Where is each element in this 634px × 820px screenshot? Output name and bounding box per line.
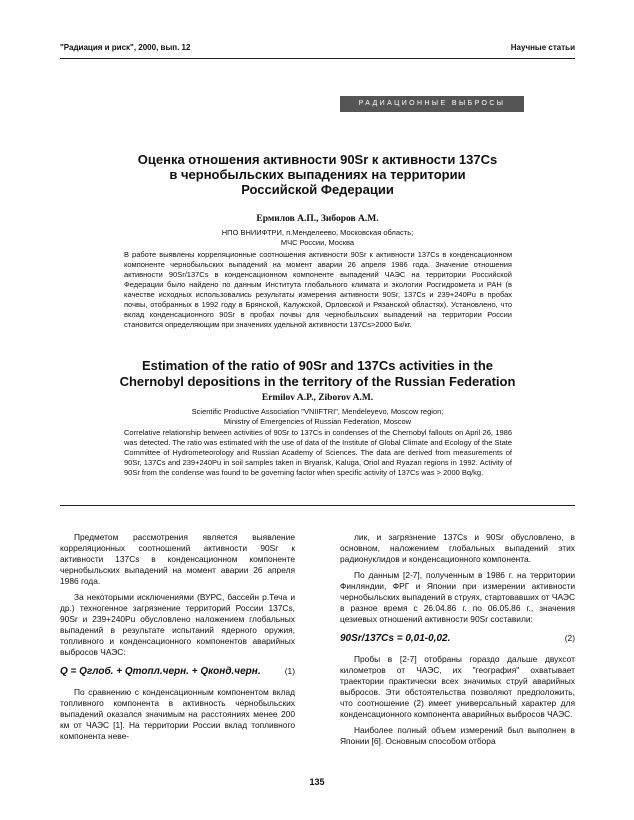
equation-2: 90Sr/137Cs = 0,01-0,02. (2) [340,633,575,644]
equation-1: Q = Qглоб. + Qтопл.черн. + Qконд.черн. (1) [60,666,295,677]
right-column [340,532,575,752]
authors-en: Ermilov A.P., Ziborov A.M. [261,393,374,403]
left-column [60,532,295,747]
paragraph: лик, и загрязнение 137Cs и 90Sr обусловлено, в основном, наложением глобальных выпадений этих радионуклидов и конденсационного компонента. [340,532,575,564]
journal-header: "Радиация и риск", 2000, вып. 12 [60,43,191,52]
affiliation-en: Scientific Productive Association "VNIIFTRI", Mendeleyevo, Moscow region; Ministry of Emergencies of Russian Federation, Moscow [191,407,444,426]
abstract-ru: В работе выявлены корреляционные соотношения активности 90Sr к активности 137Cs в конденсационном компоненте чернобыльских выпадений на момент аварии 26 апреля 1986 года. Значение отношения активности 90Sr/137Cs в конденсационном компоненте выпадений ЧАЭС на территории Российской Федерации было найдено по данным Института глобального климата и экологии Росгидромета и РАН (в качестве исходных использовались результаты измерения активности 90Sr, 137Cs и 239+240Pu в пробах почвы, отобранных в 1992 году в Брянской, Калужской, Орловской и Рязанской областях). Установлено, что вклад конденсационного 90Sr в пробах почвы для чернобыльских выпадений на территории России становится определяющим при значениях удельной активности 137Cs>2000 Бк/кг. [124,250,512,329]
page-number: 135 [309,777,325,787]
abstract-rule [60,505,575,506]
section-type: Научные статьи [510,43,575,52]
paragraph: Пробы в [2-7] отобраны гораздо дальше двухсот километров от ЧАЭС, их "география" охватывает траектории практически всех значимых струй аварийных выбросов. Эти обстоятельства позволяют предположить, что соотношение (2) имеет универсальный характер для конденсационного компонента аварийных выбросов ЧАЭС. [340,654,575,719]
paragraph: По сравнению с конденсационным компонентом вклад топливного компонента в активность чернобыльских выпадений оказался значимым на расстояниях менее 200 км от ЧАЭС [1]. На территории России вклад топливного компонента неве- [60,687,295,741]
authors-ru: Ермилов А.П., Зиборов А.М. [256,214,379,224]
abstract-en: Correlative relationship between activities of 90Sr to 137Cs in condenses of the Chernobyl fallouts on April 26, 1986 was detected. The ratio was estimated with the use of data of the Institute of Global Climate and Ecology of the State Committee of Hydrometeorology and Russian Academy of Sciences. The data are derived from measurements of 90Sr, 137Cs and 239+240Pu in soil samples taken in Bryansk, Kaluga, Oriol and Ryazan regions in 1992. Activity of 90Sr from the condense was found to be governing factor when specific activity of 137Cs was > 2000 Bq/kg. [124,428,512,477]
title-ru: Оценка отношения активности 90Sr к активности 137Cs в чернобыльских выпадениях на территории Российской Федерации [137,152,498,197]
paragraph: Наиболее полный объем измерений был выполнен в Японии [6]. Основным способом отбора [340,725,575,746]
affiliation-ru: НПО ВНИИФТРИ, п.Менделеево, Московская область; МЧС России, Москва [221,228,414,247]
paragraph: Предметом рассмотрения является выявление корреляционных соотношений активности 90Sr к активности 137Cs в конденсационном компоненте чернобыльских выпадений на момент аварии 26 апреля 1986 года. [60,532,295,586]
header-rule [60,58,575,59]
section-label: РАДИАЦИОННЫЕ ВЫБРОСЫ [340,96,524,112]
paragraph: По данным [2-7], полученным в 1986 г. на территории Финляндии, ФРГ и Японии при измерении активности чернобыльских выпадений в струях, стартовавших от ЧАЭС в разное время с 26.04.86 г. по 06.05.86 г., значения цезиевых отношений активности 90Sr составили: [340,570,575,624]
paragraph: За некоторыми исключениями (ВУРС, бассейн р.Теча и др.) техногенное загрязнение территорий России 137Cs, 90Sr и 239+240Pu обусловлено наложением глобальных выпадений в результате испытаний ядерного оружия, топливного и конденсационного компонентов аварийных выбросов ЧАЭС: [60,592,295,657]
title-en: Estimation of the ratio of 90Sr and 137Cs activities in the Chernobyl depositions in the territory of the Russian Federation [119,358,516,389]
